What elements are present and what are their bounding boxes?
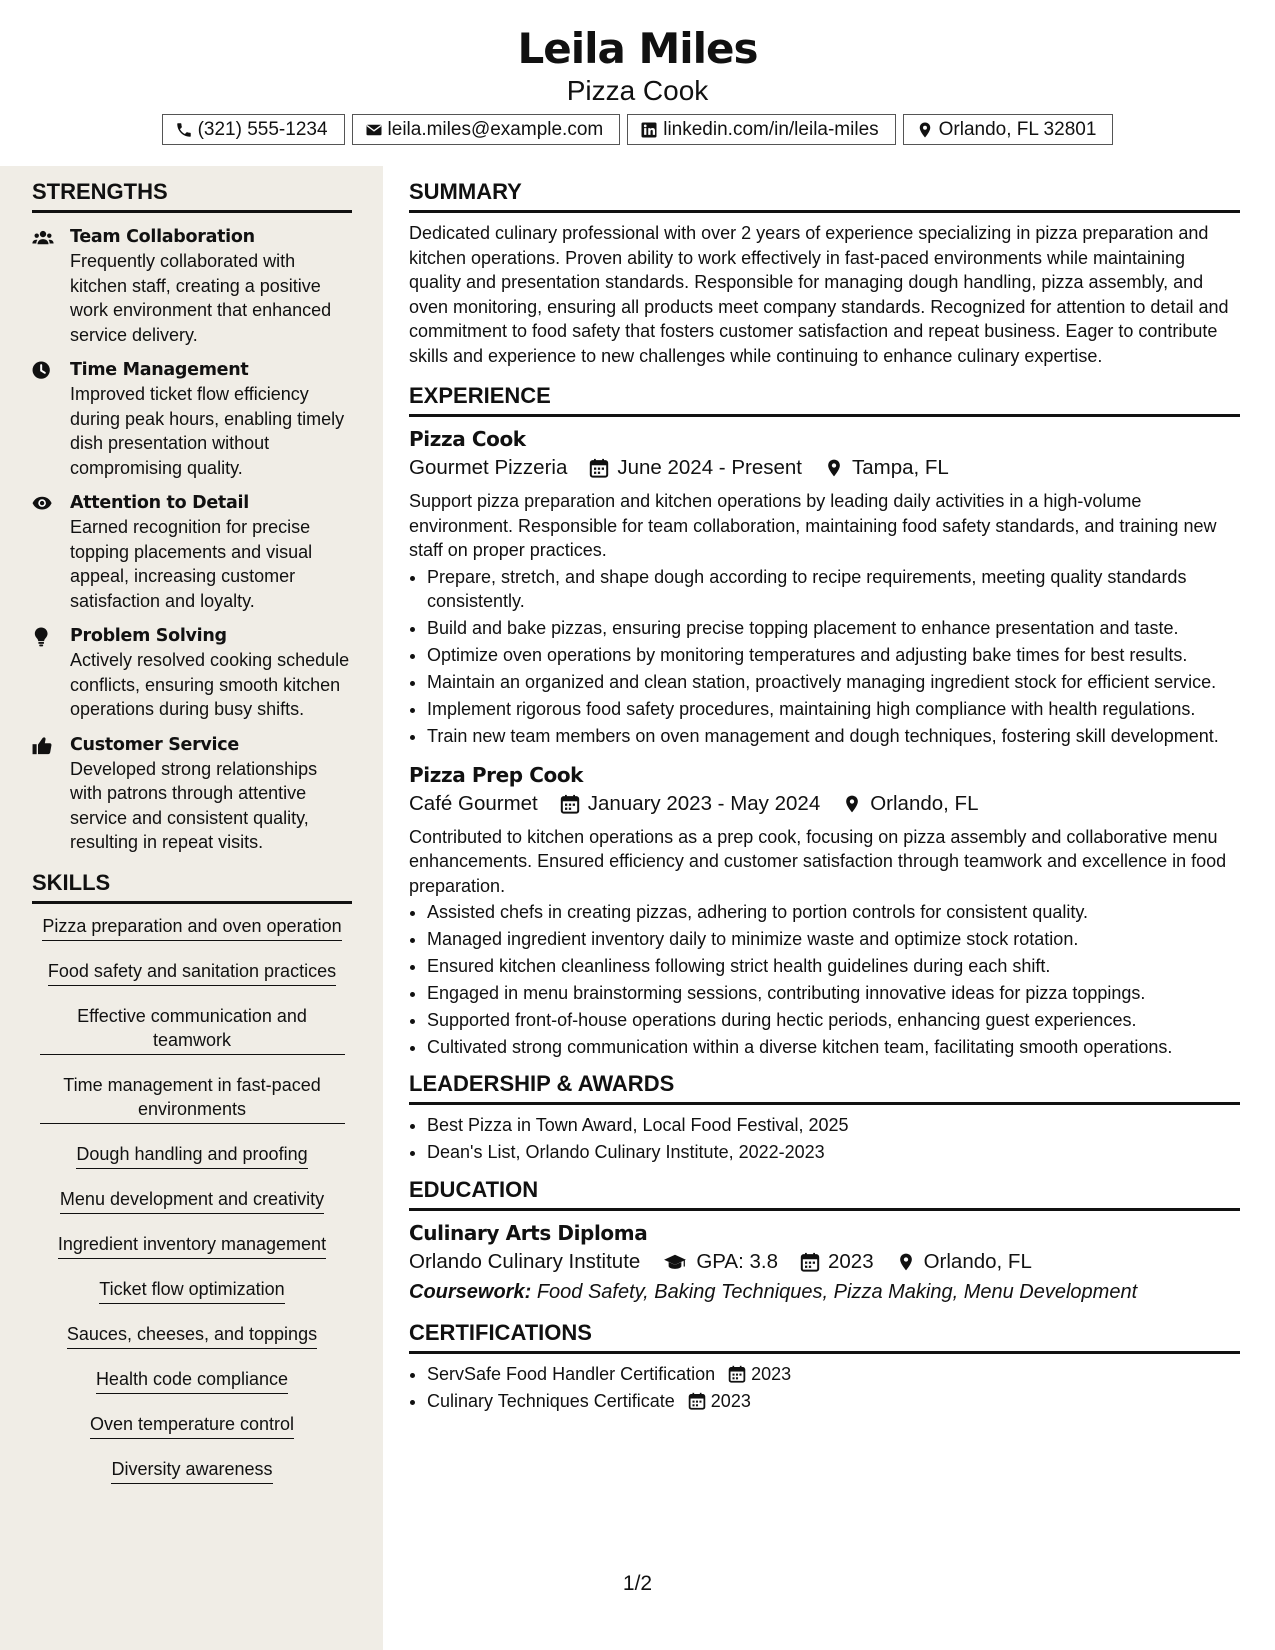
experience-title: EXPERIENCE [409, 384, 1240, 417]
skill-item: Health code compliance [96, 1367, 288, 1394]
main-content [409, 180, 1240, 1416]
lightbulb-icon [32, 627, 54, 647]
certification-name: • ServSafe Food Handler Certification [427, 1364, 716, 1384]
skill-item: Pizza preparation and oven operation [42, 914, 341, 941]
job-description: Support pizza preparation and kitchen operations by leading daily activities in a high-volume environment. Responsible for team collaboration, maintaining food safety standards, and training new staff on proper practices. [409, 491, 1217, 560]
contact-phone[interactable] [162, 114, 345, 145]
map-pin-icon [916, 121, 934, 139]
map-pin-icon [842, 794, 862, 814]
map-pin-icon [824, 458, 844, 478]
strength-title: Problem Solving [70, 626, 227, 646]
school-name: Orlando Culinary Institute [409, 1250, 641, 1273]
certification-year: 2023 [751, 1364, 792, 1384]
job-title: Pizza Prep Cook [409, 762, 584, 787]
strength-item [32, 733, 352, 855]
strength-title: Team Collaboration [70, 227, 255, 247]
strength-description: Improved ticket flow efficiency during peak hours, enabling timely dish presentation without compromising quality. [70, 384, 345, 478]
contact-location-text: Orlando, FL 32801 [938, 118, 1097, 140]
award-item: • Dean's List, Orlando Culinary Institute, 2022-2023 [427, 1140, 1240, 1165]
job-bullet: • Managed ingredient inventory daily to minimize waste and optimize stock rotation. [427, 927, 1240, 952]
certification-item [427, 1362, 1240, 1387]
skill-item: Time management in fast-paced environments [40, 1073, 345, 1124]
calendar-icon [589, 458, 609, 478]
company-name: Gourmet Pizzeria [409, 456, 568, 479]
certification-name: • Culinary Techniques Certificate [427, 1391, 675, 1411]
contact-location [903, 114, 1114, 145]
skills-title: SKILLS [32, 871, 352, 904]
job-bullets [409, 565, 1240, 749]
job-bullet: • Optimize oven operations by monitoring temperatures and adjusting bake times for best results. [427, 643, 1240, 668]
strength-title: Time Management [70, 360, 249, 380]
users-icon [32, 228, 54, 248]
job-dates: January 2023 - May 2024 [587, 791, 821, 815]
job-title: Pizza Cook [409, 427, 526, 451]
job-bullet: • Assisted chefs in creating pizzas, adhering to portion controls for consistent quality. [427, 900, 1240, 925]
strength-title: Attention to Detail [70, 493, 249, 513]
strength-description: Earned recognition for precise topping placements and visual appeal, increasing customer satisfaction and loyalty. [70, 517, 313, 611]
contact-email-text: leila.miles@example.com [387, 118, 604, 140]
skill-item: Effective communication and teamwork [40, 1004, 345, 1055]
job-bullet: • Ensured kitchen cleanliness following strict health guidelines during each shift. [427, 954, 1240, 979]
job-dates: June 2024 - Present [617, 456, 802, 479]
candidate-name: Leila Miles [517, 24, 758, 73]
degree-title: Culinary Arts Diploma [409, 1221, 648, 1245]
eye-icon [32, 494, 54, 514]
job-bullet: • Prepare, stretch, and shape dough according to recipe requirements, meeting quality standards consistently. [427, 565, 1240, 614]
skill-item: Ingredient inventory management [58, 1232, 326, 1259]
strength-description: Actively resolved cooking schedule conflicts, ensuring smooth kitchen operations during busy shifts. [70, 650, 350, 719]
calendar-icon [688, 1392, 706, 1410]
coursework-list: Food Safety, Baking Techniques, Pizza Making, Menu Development [536, 1281, 1138, 1303]
awards-list [409, 1113, 1240, 1165]
calendar-icon [728, 1365, 746, 1383]
resume-header [0, 22, 1275, 145]
thumbs-up-icon [32, 736, 54, 756]
job-bullet: • Implement rigorous food safety procedures, maintaining high compliance with health regulations. [427, 697, 1240, 722]
award-item: • Best Pizza in Town Award, Local Food Festival, 2025 [427, 1113, 1240, 1138]
education-entry [409, 1219, 1240, 1307]
strength-item [32, 358, 352, 480]
job-entry [409, 425, 1240, 749]
job-bullet: • Supported front-of-house operations during hectic periods, enhancing guest experiences. [427, 1008, 1240, 1033]
job-bullet: • Maintain an organized and clean station, proactively managing ingredient stock for efficient service. [427, 670, 1240, 695]
contact-email[interactable] [352, 114, 621, 145]
job-bullet: • Build and bake pizzas, ensuring precise topping placement to enhance presentation and taste. [427, 616, 1240, 641]
strength-title: Customer Service [70, 734, 239, 755]
strength-description: Frequently collaborated with kitchen staff, creating a positive work environment that enhanced service delivery. [70, 251, 332, 345]
job-location: Tampa, FL [851, 456, 949, 479]
coursework [409, 1277, 1240, 1307]
education-title: EDUCATION [409, 1178, 1240, 1211]
strengths-list [32, 225, 352, 855]
job-meta [409, 453, 1240, 483]
calendar-icon [800, 1252, 820, 1272]
contact-linkedin[interactable] [627, 114, 895, 145]
contact-phone-text: (321) 555-1234 [197, 118, 328, 140]
job-location: Orlando, FL [870, 791, 979, 815]
skill-item: Ticket flow optimization [99, 1277, 284, 1304]
job-bullet: • Cultivated strong communication within a diverse kitchen team, facilitating smooth operations. [427, 1035, 1240, 1060]
job-bullet: • Train new team members on oven management and dough techniques, fostering skill development. [427, 724, 1240, 749]
job-meta [409, 789, 1240, 819]
job-entry [409, 761, 1240, 1060]
page-number: 1/2 [622, 1572, 653, 1595]
calendar-icon [560, 794, 580, 814]
graduation-cap-icon [662, 1252, 688, 1272]
envelope-icon [365, 121, 383, 139]
skills-list [32, 914, 352, 1502]
phone-icon [175, 121, 193, 139]
strength-item [32, 624, 352, 722]
skill-item: Menu development and creativity [60, 1187, 324, 1214]
education-meta [409, 1247, 1240, 1277]
job-bullet: • Engaged in menu brainstorming sessions, contributing innovative ideas for pizza toppings. [427, 981, 1240, 1006]
summary-title: SUMMARY [409, 180, 1240, 213]
skill-item: Food safety and sanitation practices [48, 959, 336, 986]
clock-icon [32, 361, 54, 381]
gpa-value: GPA: 3.8 [696, 1250, 778, 1273]
candidate-role: Pizza Cook [566, 75, 709, 106]
sidebar [32, 180, 352, 1502]
job-bullets [409, 900, 1240, 1060]
strength-item [32, 225, 352, 347]
summary-text: Dedicated culinary professional with over 2 years of experience specializing in pizza preparation and kitchen operations. Proven ability to work effectively in fast-paced environments while maintaining quality and presentation standards. Responsible for managing dough handling, pizza assembly, and oven monitoring, ensuring all products meet company standards. Recognized for attention to detail and commitment to food safety that fosters customer satisfaction and repeat business. Eager to contribute skills and experience to new challenges while continuing to enhance culinary expertise. [409, 223, 1229, 366]
certifications-title: CERTIFICATIONS [409, 1321, 1240, 1354]
certification-year: 2023 [710, 1391, 751, 1411]
certification-item [427, 1389, 1240, 1414]
certifications-list [409, 1362, 1240, 1414]
awards-title: LEADERSHIP & AWARDS [409, 1072, 1240, 1105]
map-pin-icon [896, 1252, 916, 1272]
job-description: Contributed to kitchen operations as a prep cook, focusing on pizza assembly and collaborative menu enhancements. Ensured efficiency and customer satisfaction through teamwork and excellence in food preparation. [409, 826, 1227, 896]
skill-item: Oven temperature control [90, 1412, 294, 1439]
skill-item: Diversity awareness [111, 1457, 272, 1484]
skill-item: Sauces, cheeses, and toppings [67, 1322, 317, 1349]
strength-description: Developed strong relationships with patrons through attentive service and consistent quality, resulting in repeat visits. [70, 758, 318, 852]
company-name: Café Gourmet [409, 791, 538, 815]
school-location: Orlando, FL [923, 1250, 1032, 1273]
contact-bar [0, 114, 1275, 145]
linkedin-icon [640, 121, 658, 139]
coursework-label: Coursework: [409, 1281, 532, 1303]
strength-item [32, 491, 352, 613]
strengths-title: STRENGTHS [32, 180, 352, 213]
contact-linkedin-text: linkedin.com/in/leila-miles [663, 118, 879, 140]
experience-list [409, 425, 1240, 1060]
skill-item: Dough handling and proofing [76, 1142, 307, 1169]
graduation-year: 2023 [827, 1250, 874, 1273]
